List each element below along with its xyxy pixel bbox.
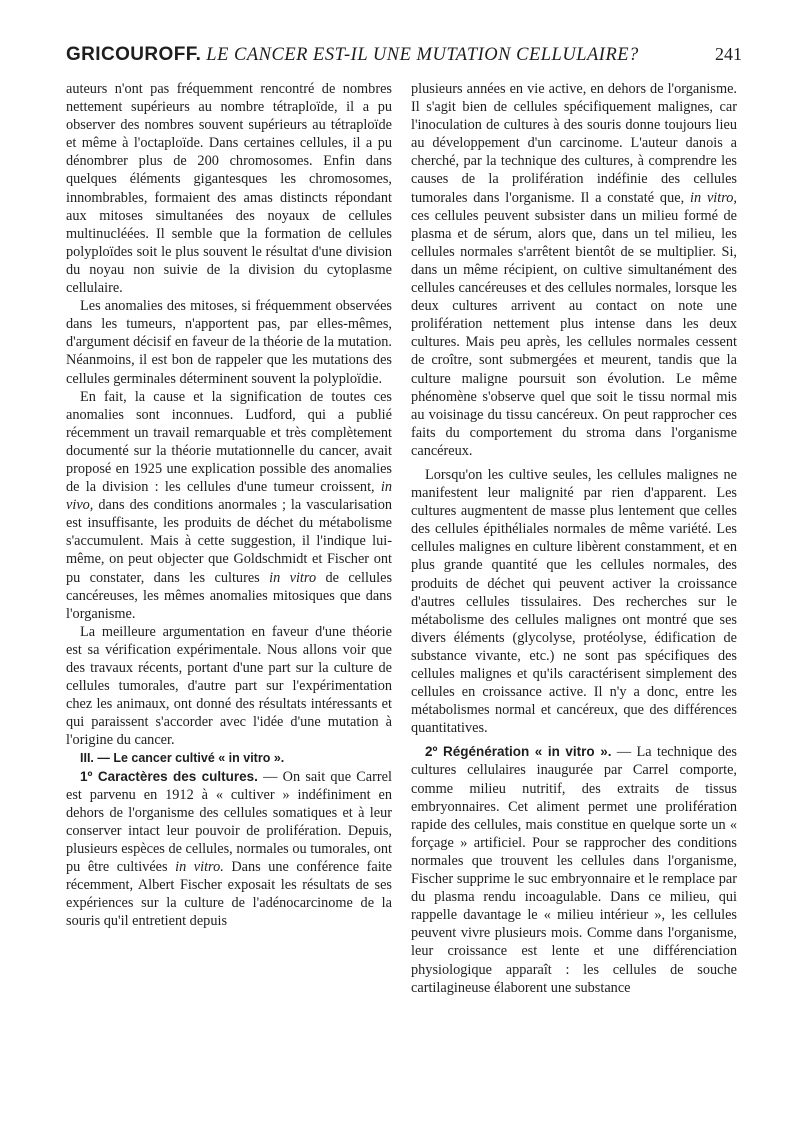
- paragraph: La meilleure argumentation en faveur d'une théorie est sa vérification expérimentale. Nous allons voir que des travaux récents, portant d'une part sur la culture de cellules tumorales, d'autre part sur l'expérimentation chez les animaux, ont donné des résultats intéressants et qui paraissent s'accorder avec l'idée d'une mutation à l'origine du cancer.: [66, 623, 392, 749]
- right-column: [411, 80, 737, 997]
- italic-text: in vivo,: [66, 479, 392, 514]
- running-header: [66, 44, 742, 74]
- text-run: En fait, la cause et la signification de toutes ces anomalies sont inconnues. Ludford, qui a publié récemment un travail remarquable et très complètement documenté sur la théorie mutationnelle du cancer, avait proposé en 1925 une explication possible des anomalies de la division : les cellules d'une tumeur croissent,: [66, 388, 392, 496]
- paragraph: auteurs n'ont pas fréquemment rencontré de nombres nettement supérieurs au nombre tétraploïde, il a pu observer des nombres souvent supérieurs au tétraploïde et même à l'octaploïde. Dans certaines cellules, il a pu dénombrer plus de 200 chromosomes. Enfin dans quelques éléments gigantesques les chromosomes, innombrables, formaient des amas distincts répondant aux mitoses simultanées des noyaux de cellules multinucléées. Il semble que la formation de cellules polyploïdes soit le plus souvent le résultat d'une division du noyau non suivie de la division du cytoplasme cellulaire.: [66, 81, 392, 297]
- italic-text: in vitro,: [690, 189, 738, 206]
- section-heading: III. — Le cancer cultivé « in vitro ».: [80, 751, 285, 766]
- left-column: [66, 80, 392, 930]
- text-run: — La technique des cultures cellulaires inaugurée par Carrel comporte, comme milieu nutritif, des extraits de tissus embryonnaires. Cet aliment permet une prolifération rapide des cellules, mais constitue en quelque sorte un « forçage » artificiel. Pour se rapprocher des conditions normales que trouvent les cellules dans l'organisme, Fischer supprime le suc embryonnaire et le remplace par du plasma rendu incoagulable. Dans ce milieu, qui rappelle davantage le « milieu intérieur », les cellules peuvent vivre plusieurs mois. Comme dans l'organisme, leur croissance est lente et une différenciation physiologique apparaît : les cellules de souche cartilagineuse élaborent une substance: [411, 744, 737, 996]
- subsection-heading: 1º Caractères des cultures.: [80, 768, 258, 784]
- paragraph: [411, 743, 737, 996]
- text-run: dans des conditions anormales ; la vascularisation est insuffisante, les produits de déchet du métabolisme s'accumulent. Mais à cette suggestion, il l'indique lui-même, on peut objecter que Goldschmidt et Fischer ont pu constater, dans les cultures: [66, 497, 392, 586]
- text-run: de cellules cancéreuses, les mêmes anomalies mitosiques que dans l'organisme.: [66, 569, 393, 622]
- text-run: Dans une conférence faite récemment, Albert Fischer exposait les résultats de ses expériences sur la culture de l'adénocarcinome de la souris qu'il entretient depuis: [66, 859, 393, 930]
- italic-text: in vitro: [269, 569, 317, 586]
- page-number: 241: [715, 44, 742, 64]
- italic-text: in vitro.: [175, 859, 224, 876]
- paragraph: [66, 768, 392, 931]
- text-run: — On sait que Carrel est parvenu en 1912 à « cultiver » indéfiniment en dehors de l'organisme des cellules somatiques et à leur conserver intact leur pouvoir de prolifération. Depuis, plusieurs espèces de cellules, normales ou tumorales, ont pu être cultivées: [66, 768, 392, 876]
- paragraph: [411, 80, 737, 460]
- paragraph: Lorsqu'on les cultive seules, les cellules malignes ne manifestent leur malignité par rien d'apparent. Les cultures augmentent de masse plus lentement que celles des cellules épithéliales normales de même variété. Les cellules malignes en culture libèrent constamment, et en plus grande quantité que les cellules normales, des produits de déchet qui peuvent activer la croissance d'autres cellules tissulaires. Des recherches sur le métabolisme des cellules malignes ont montré que ses divers éléments (glycolyse, protéolyse, édification de substance vivante, etc.) ne sont pas spécifiques des cellules malignes et qu'ils caractérisent simplement des cellules en croissance active. Il n'y a donc, entre les métabolismes normal et cancéreux, que des différences quantitatives.: [411, 466, 737, 737]
- paragraph: Les anomalies des mitoses, si fréquemment observées dans les tumeurs, n'apportent pas, par elles-mêmes, d'argument décisif en faveur de la théorie de la mutation. Néanmoins, il est bon de rappeler que les mutations des cellules germinales déterminent souvent la polyploïdie.: [66, 298, 392, 387]
- paragraph: [66, 388, 392, 623]
- header-author: GRICOUROFF.: [66, 44, 202, 65]
- text-run: plusieurs années en vie active, en dehors de l'organisme. Il s'agit bien de cellules spécifiquement malignes, car l'inoculation de cultures à des souris donne toujours lieu au développement d'un carcinome. L'auteur danois a cherché, par la technique des cultures, à comprendre les causes de la prolifération indéfinie des cellules tumorales dans l'organisme. Il a constaté que,: [411, 81, 737, 206]
- text-run: ces cellules peuvent subsister dans un milieu formé de plasma et de sérum, alors que, dans un tel milieu, les cellules normales s'arrêtent bientôt de se multiplier. Si, dans un même récipient, on cultive simultanément des cellules cancéreuses et des cellules normales, lorsque les deux cultures arrivent au contact on note une prolifération nettement plus intense dans les deux cultures. Mais peu après, les cellules normales cessent de croître, sont submergées et meurent, tandis que la culture maligne poursuit son évolution. Le même phénomène s'observe quel que soit le tissu normal mis au voisinage du tissu cancéreux. On peut rapprocher ces faits du comportement du stroma dans l'organisme cancéreux.: [411, 207, 737, 459]
- header-title: LE CANCER EST-IL UNE MUTATION CELLULAIRE?: [206, 45, 639, 65]
- subsection-heading: 2º Régénération « in vitro ».: [425, 744, 612, 760]
